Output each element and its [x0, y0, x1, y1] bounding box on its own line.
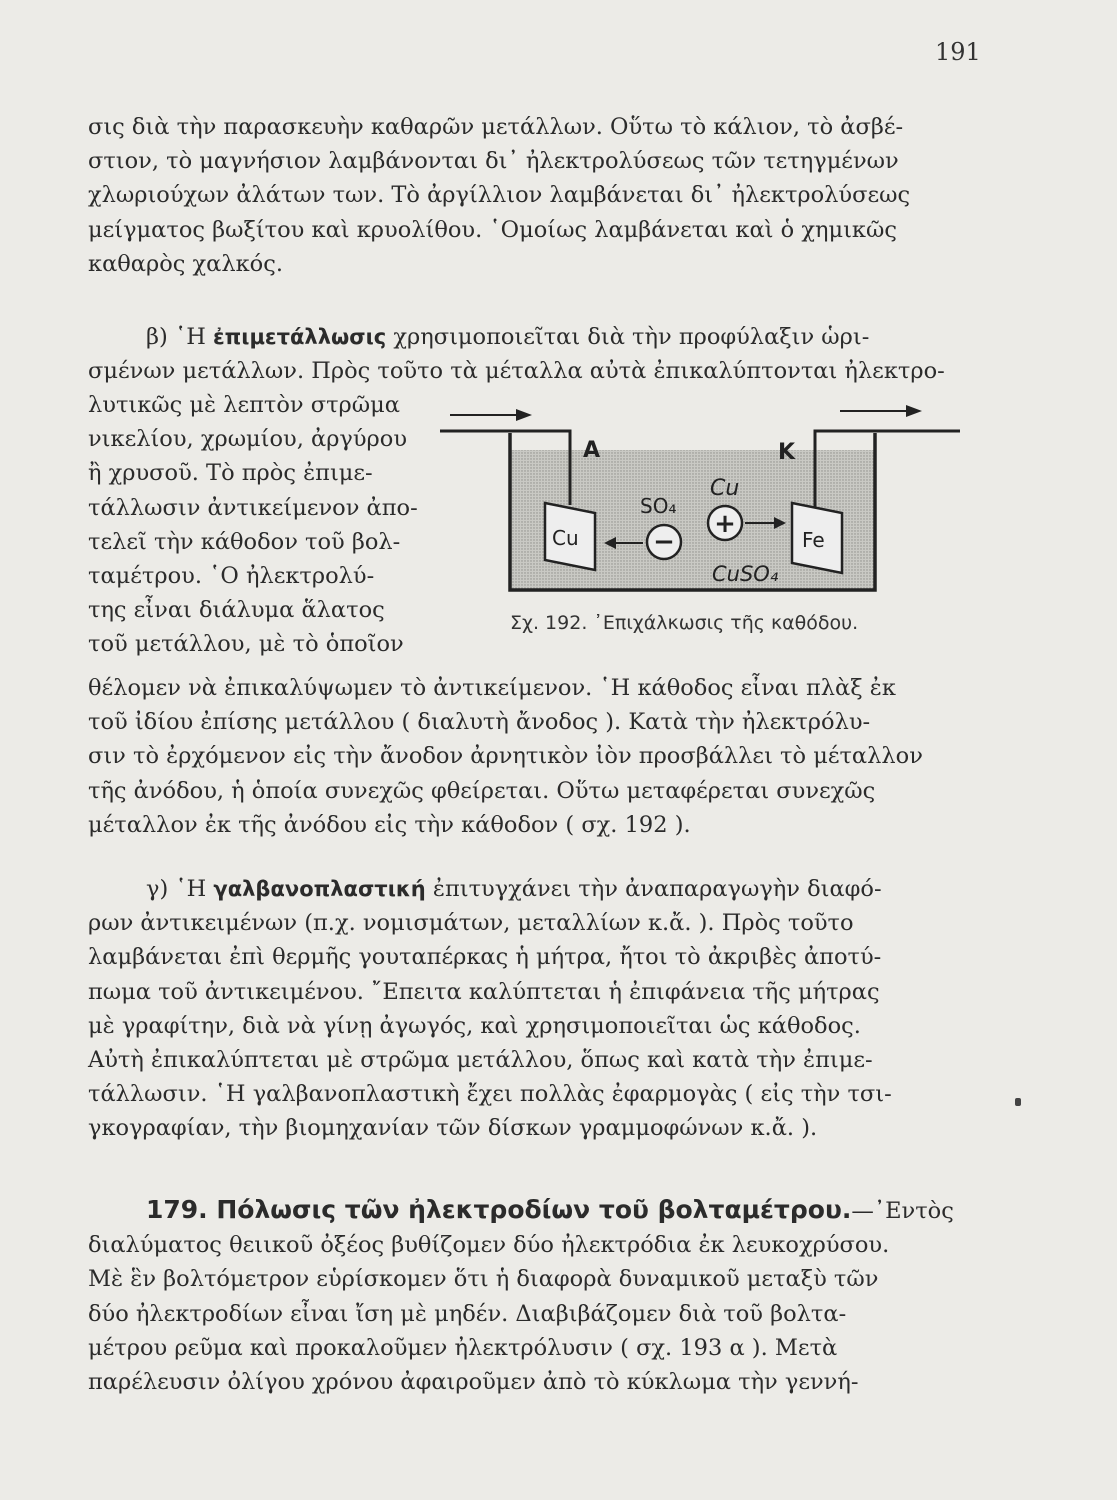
text-line: ταμέτρου. ῾Ο ἠλεκτρολύ- — [88, 563, 375, 590]
text-line: τοῦ ἰδίου ἐπίσης μετάλλου ( διαλυτὴ ἄνοδος ). Κατὰ τὴν ἠλεκτρόλυ- — [88, 709, 871, 736]
paragraph-electroplating-continued — [88, 671, 968, 842]
paragraph-electroplating — [88, 320, 968, 388]
cation-label: Cu — [710, 476, 740, 501]
line-text: χρησιμοποιεῖται διὰ τὴν προφύλαξιν ὡρι- — [386, 324, 870, 350]
text-line: μέταλλον ἐκ τῆς ἀνόδου εἰς τὴν κάθοδον ( σχ. 192 ). — [88, 811, 691, 838]
line-text: ἐπιτυγχάνει τὴν ἀναπαραγωγὴν διαφό- — [425, 876, 882, 902]
plus-sign: + — [714, 509, 736, 539]
text-line: θέλομεν νὰ ἐπικαλύψωμεν τὸ ἀντικείμενον. ῾Η κάθοδος εἶναι πλὰξ ἐκ — [88, 675, 896, 701]
text-line: μέτρου ρεῦμα καὶ προκαλοῦμεν ἠλεκτρόλυσιν ( σχ. 193 α ). Μετὰ — [88, 1334, 838, 1361]
item-label: γ) ῾Η — [146, 876, 214, 902]
text-line: παρέλευσιν ὀλίγου χρόνου ἀφαιροῦμεν ἀπὸ τὸ κύκλωμα τὴν γεννή- — [88, 1369, 859, 1396]
text-line: Μὲ ἓν βολτόμετρον εὑρίσκομεν ὅτι ἡ διαφορὰ δυναμικοῦ μεταξὺ τῶν — [88, 1266, 879, 1293]
arrow-head-icon — [516, 409, 532, 421]
text-line: νικελίου, χρωμίου, ἀργύρου — [88, 426, 408, 453]
anode-plate-label: Cu — [552, 526, 579, 550]
text-line: τάλλωσιν ἀντικείμενον ἀπο- — [88, 494, 418, 521]
minus-sign: − — [653, 527, 675, 557]
text-line: μείγματος βωξίτου καὶ κρυολίθου. ῾Ομοίως λαμβάνεται καὶ ὁ χημικῶς — [88, 216, 897, 243]
text-line: στιον, τὸ μαγνήσιον λαμβάνονται δι᾿ ἠλεκτρολύσεως τῶν τετηγμένων — [88, 148, 899, 175]
paragraph-galvanoplasty — [88, 872, 968, 1146]
term-electroplating: ἐπιμετάλλωσις — [212, 325, 387, 349]
section-electrode-polarization — [88, 1193, 968, 1399]
arrow-head-icon — [906, 405, 922, 417]
label-anode: A — [583, 438, 601, 463]
text-line: δύο ἠλεκτροδίων εἶναι ἴση μὲ μηδέν. Διαβιβάζομεν διὰ τοῦ βολτα- — [88, 1300, 847, 1327]
anion-label: SO₄ — [640, 494, 677, 518]
line-text: —᾿Εντὸς — [851, 1198, 954, 1224]
text-line: σμένων μετάλλων. Πρὸς τοῦτο τὰ μέταλλα αὐτὰ ἐπικαλύπτονται ἠλεκτρο- — [88, 358, 945, 385]
text-line: σιν τὸ ἐρχόμενον εἰς τὴν ἄνοδον ἀρνητικὸν ἰὸν προσβάλλει τὸ μέταλλον — [88, 743, 923, 770]
text-line: πωμα τοῦ ἀντικειμένου. ῎Επειτα καλύπτεται ἡ ἐπιφάνεια τῆς μήτρας — [88, 978, 880, 1005]
paragraph-wrapped-column — [88, 388, 433, 662]
text-line: ρων ἀντικειμένων (π.χ. νομισμάτων, μεταλλίων κ.ἄ. ). Πρὸς τοῦτο — [88, 910, 854, 937]
cathode-plate-label: Fe — [802, 528, 825, 552]
text-line: διαλύματος θειικοῦ ὀξέος βυθίζομεν δύο ἠλεκτρόδια ἐκ λευκοχρύσου. — [88, 1232, 890, 1259]
text-line: τῆς ἀνόδου, ἡ ὁποία συνεχῶς φθείρεται. Οὕτω μεταφέρεται συνεχῶς — [88, 777, 876, 804]
section-title: 179. Πόλωσις τῶν ἠλεκτροδίων τοῦ βολταμέτρου. — [146, 1195, 852, 1224]
item-label: β) ῾Η — [146, 324, 213, 350]
text-line: γκογραφίαν, τὴν βιομηχανίαν τῶν δίσκων γραμμοφώνων κ.ἄ. ). — [88, 1115, 818, 1142]
figure-caption: Σχ. 192. ᾿Επιχάλκωσις τῆς καθόδου. — [510, 612, 859, 634]
figure-electroplating-cell — [440, 395, 960, 615]
text-line: λαμβάνεται ἐπὶ θερμῆς γουταπέρκας ἡ μήτρα, ἤτοι τὸ ἀκριβὲς ἀποτύ- — [88, 944, 882, 971]
text-line: Αὐτὴ ἐπικαλύπτεται μὲ στρῶμα μετάλλου, ὅπως καὶ κατὰ τὴν ἐπιμε- — [88, 1047, 873, 1074]
text-line: καθαρὸς χαλκός. — [88, 250, 283, 277]
text-line: σις διὰ τὴν παρασκευὴν καθαρῶν μετάλλων. Οὕτω τὸ κάλιον, τὸ ἀσβέ- — [88, 114, 904, 140]
text-line — [88, 1193, 968, 1228]
text-line — [88, 872, 968, 906]
text-line — [88, 320, 968, 354]
text-line: λυτικῶς μὲ λεπτὸν στρῶμα — [88, 392, 400, 418]
label-cathode: K — [778, 440, 796, 465]
paragraph-metal-purification — [88, 110, 968, 281]
electrolyte-label: CuSO₄ — [712, 562, 779, 586]
text-line: τάλλωσιν. ῾Η γαλβανοπλαστικὴ ἔχει πολλὰς ἐφαρμογὰς ( εἰς τὴν τσι- — [88, 1081, 892, 1108]
ink-spot — [1015, 1098, 1021, 1106]
text-line: τελεῖ τὴν κάθοδον τοῦ βολ- — [88, 528, 401, 555]
term-galvanoplasty: γαλβανοπλαστική — [213, 877, 426, 901]
text-line: της εἶναι διάλυμα ἅλατος — [88, 597, 385, 624]
text-line: ἢ χρυσοῦ. Τὸ πρὸς ἐπιμε- — [88, 460, 373, 487]
text-line: μὲ γραφίτην, διὰ νὰ γίνῃ ἀγωγός, καὶ χρησιμοποιεῖται ὡς κάθοδος. — [88, 1012, 861, 1039]
page-number: 191 — [935, 38, 981, 66]
text-line: τοῦ μετάλλου, μὲ τὸ ὁποῖον — [88, 631, 404, 658]
text-line: χλωριούχων ἀλάτων των. Τὸ ἀργίλλιον λαμβάνεται δι᾿ ἠλεκτρολύσεως — [88, 182, 911, 209]
